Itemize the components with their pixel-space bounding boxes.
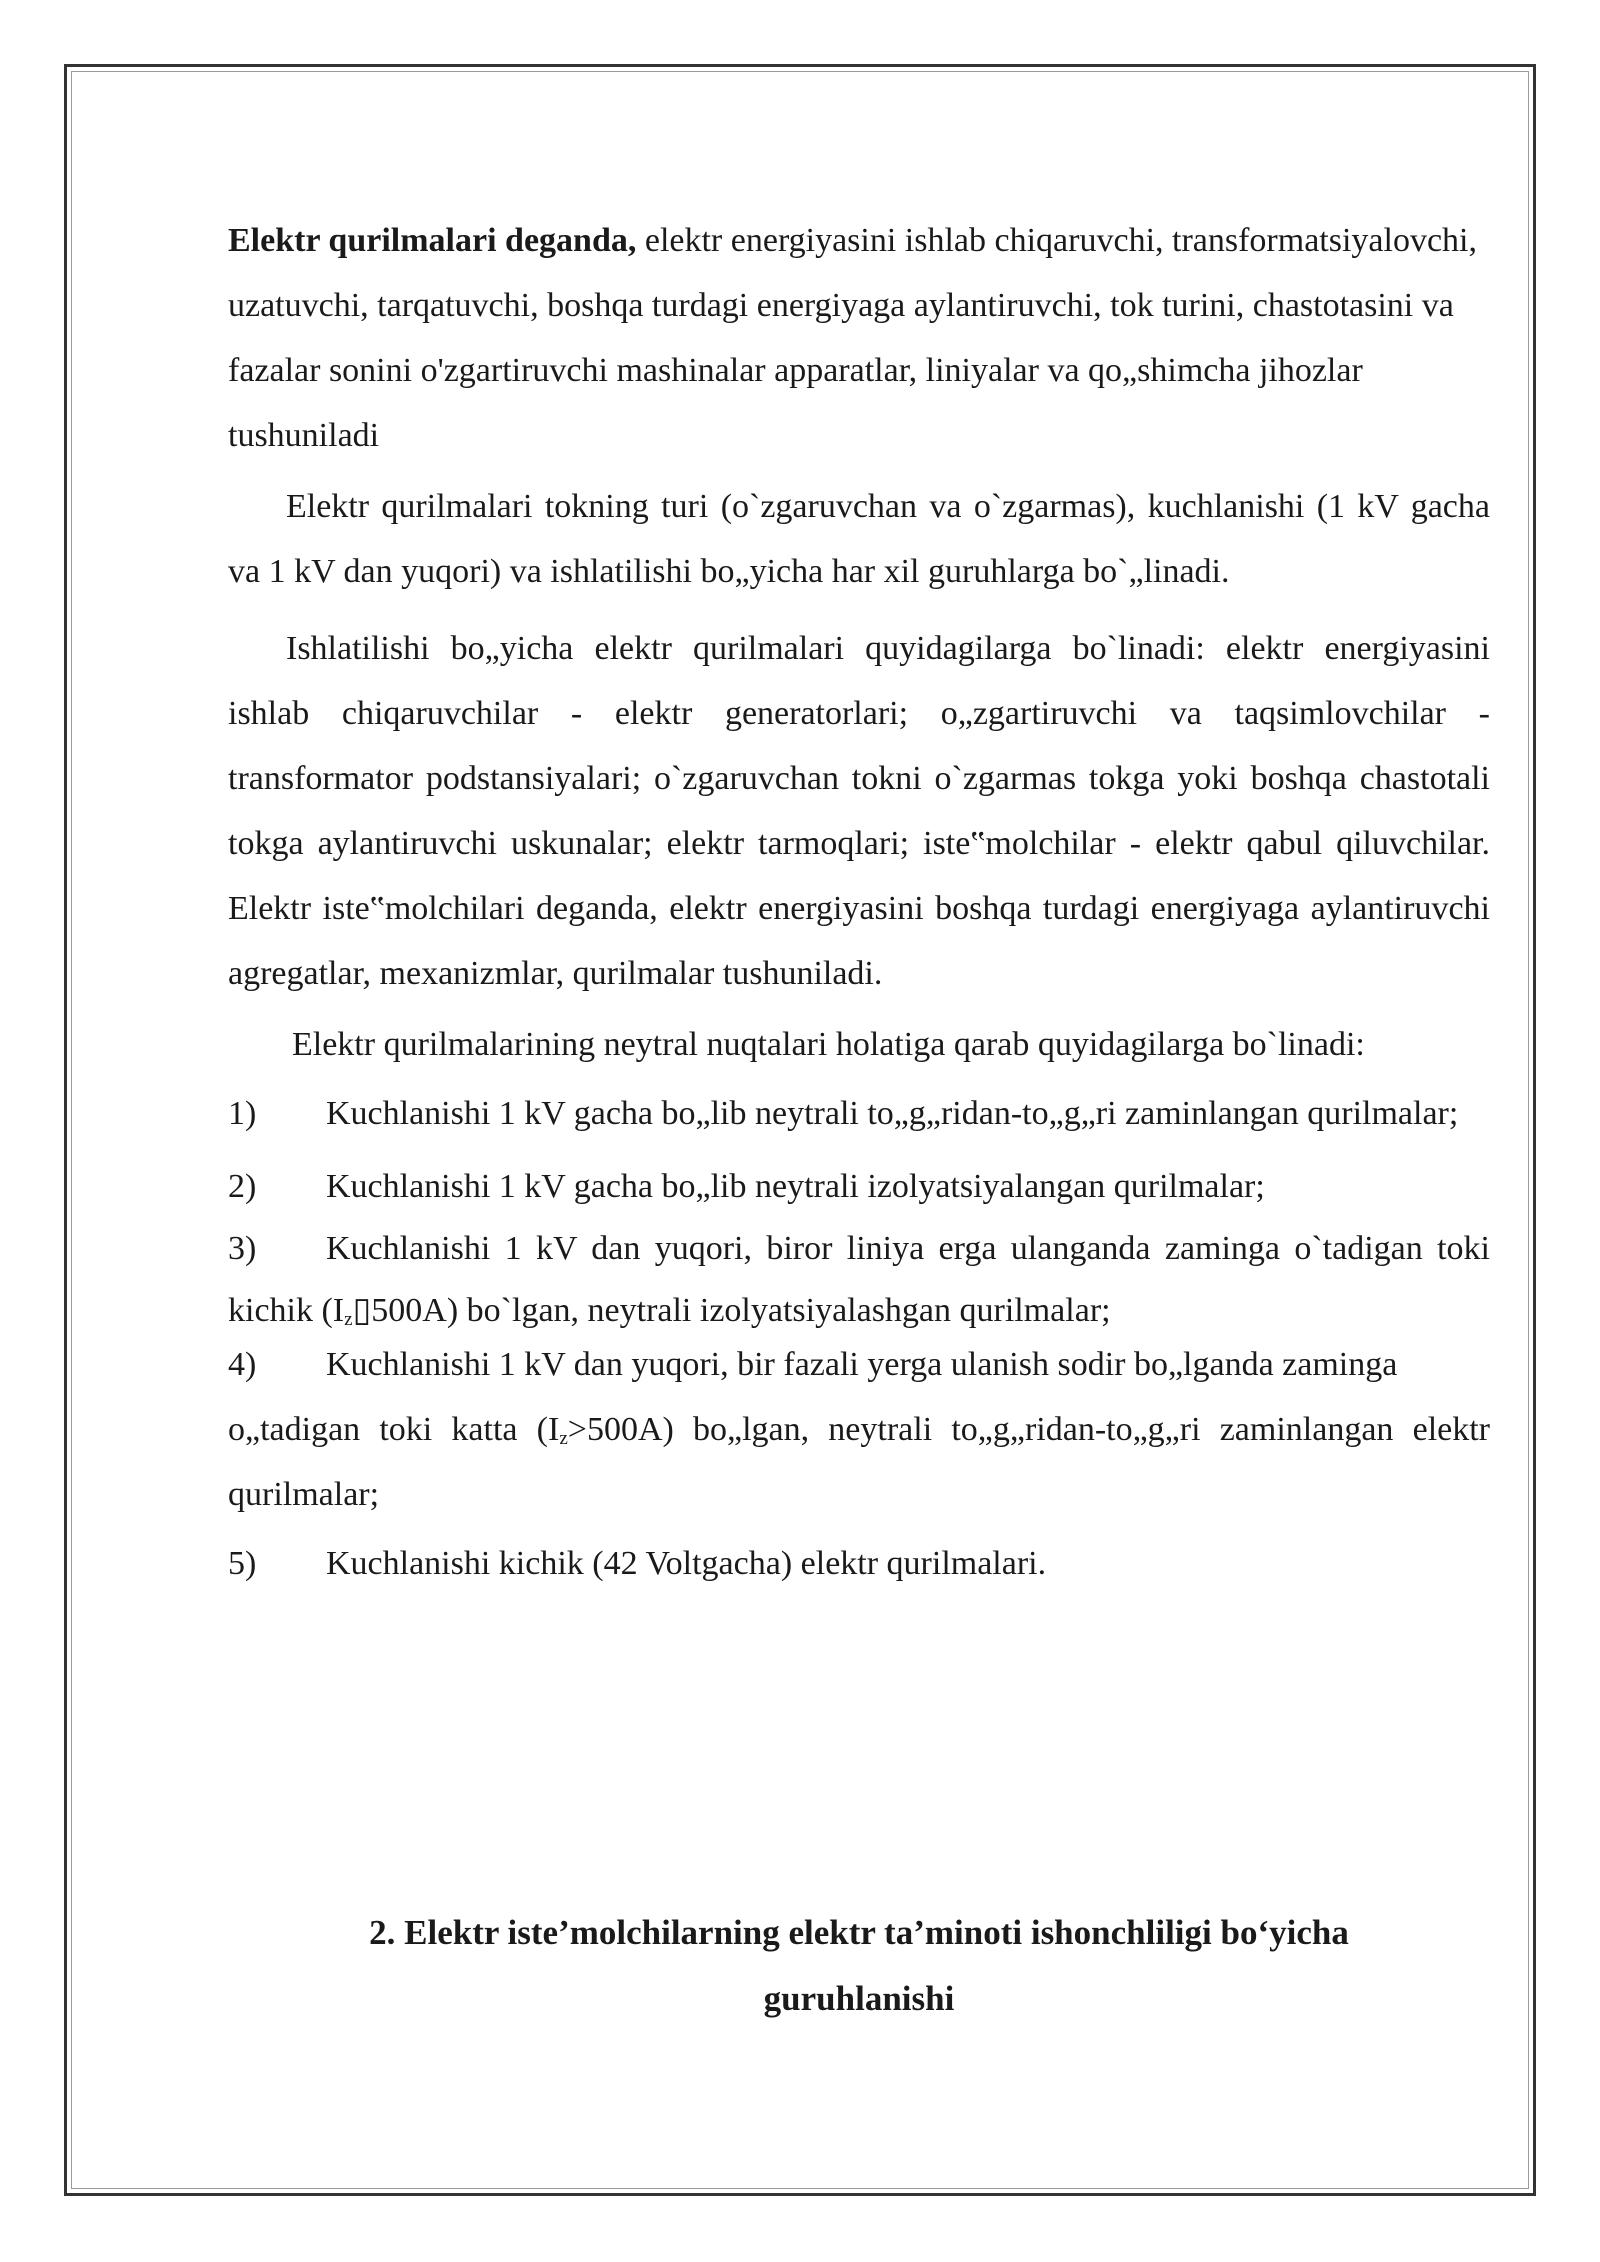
list-number: 3) — [228, 1230, 257, 1267]
definition-text: elektr energiyasini ishlab chiqaruvchi, transformatsiyalovchi, uzatuvchi, tarqatuvchi, boshqa turdagi energiyaga aylantiruvchi, tok turini, chastotasini va fazalar sonini o'zgartiruvchi mashinalar apparatlar, liniyalar va qo„shimcha jihozlar tushuniladi — [228, 222, 1477, 454]
subscript: z — [344, 1309, 353, 1330]
list-text: Kuchlanishi kichik (42 Voltgacha) elektr qurilmalari. — [326, 1545, 1047, 1582]
paragraph-classification: Elektr qurilmalari tokning turi (o`zgaruvchan va o`zgarmas), kuchlanishi (1 kV gacha va 1 kV dan yuqori) va ishlatilishi bo„yicha har xil guruhlarga bo`„linadi. — [228, 488, 1490, 590]
paragraph-neutral-intro: Elektr qurilmalarining neytral nuqtalari holatiga qarab quyidagilarga bo`linadi: — [292, 1026, 1365, 1063]
list-text-cont: o„tadigan toki katta (I — [228, 1411, 560, 1448]
paragraph-definition — [228, 208, 1490, 468]
list-text: Kuchlanishi 1 kV dan yuqori, bir fazali yerga ulanish sodir bo„lganda zaminga — [326, 1346, 1398, 1383]
section-heading — [228, 1900, 1490, 2032]
heading-line-2: guruhlanishi — [763, 1979, 955, 2018]
list-text: Kuchlanishi 1 kV gacha bo„lib neytrali to„g„ridan-to„g„ri zaminlangan qurilmalar; — [326, 1095, 1459, 1132]
subscript: z — [559, 1428, 568, 1449]
definition-term: Elektr qurilmalari deganda, — [228, 222, 637, 259]
list-text-cont: >500A) bo„lgan, neytrali to„g„ridan-to„g„ri zaminlangan elektr qurilmalar; — [228, 1411, 1490, 1513]
document-body — [228, 208, 1490, 1596]
heading-line-1: 2. Elektr iste’molchilarning elektr ta’minoti ishonchliligi bo‘yicha — [369, 1913, 1349, 1952]
list-item — [228, 1332, 1490, 1527]
list-item — [228, 1218, 1490, 1342]
list-number: 1) — [228, 1095, 257, 1132]
list-number: 5) — [228, 1545, 257, 1582]
list-text: Kuchlanishi 1 kV gacha bo„lib neytrali izolyatsiyalangan qurilmalar; — [326, 1168, 1265, 1205]
missing-glyph: ▯ — [352, 1292, 372, 1329]
list-item — [228, 1156, 1490, 1218]
list-text: Kuchlanishi 1 kV dan yuqori, biror liniya erga ulanganda zaminga o`tadigan toki kichik (I — [228, 1230, 1490, 1329]
list-text-cont: 500A) bo`lgan, neytrali izolyatsiyalashgan qurilmalar; — [371, 1292, 1111, 1329]
list-number: 4) — [228, 1346, 257, 1383]
list-item — [228, 1081, 1490, 1146]
list-number: 2) — [228, 1168, 257, 1205]
paragraph-usage: Ishlatilishi bo„yicha elektr qurilmalari quyidagilarga bo`linadi: elektr energiyasini ishlab chiqaruvchilar - elektr generatorlari; o„zgartiruvchi va taqsimlovchilar - transformator podstansiyalari; o`zgaruvchan tokni o`zgarmas tokga yoki boshqa chastotali tokga aylantiruvchi uskunalar; elektr tarmoqlari; iste‟molchilar - elektr qabul qiluvchilar. Elektr iste‟molchilari deganda, elektr energiyasini boshqa turdagi energiyaga aylantiruvchi agregatlar, mexanizmlar, qurilmalar tushuniladi. — [228, 630, 1490, 992]
list-item — [228, 1531, 1490, 1596]
